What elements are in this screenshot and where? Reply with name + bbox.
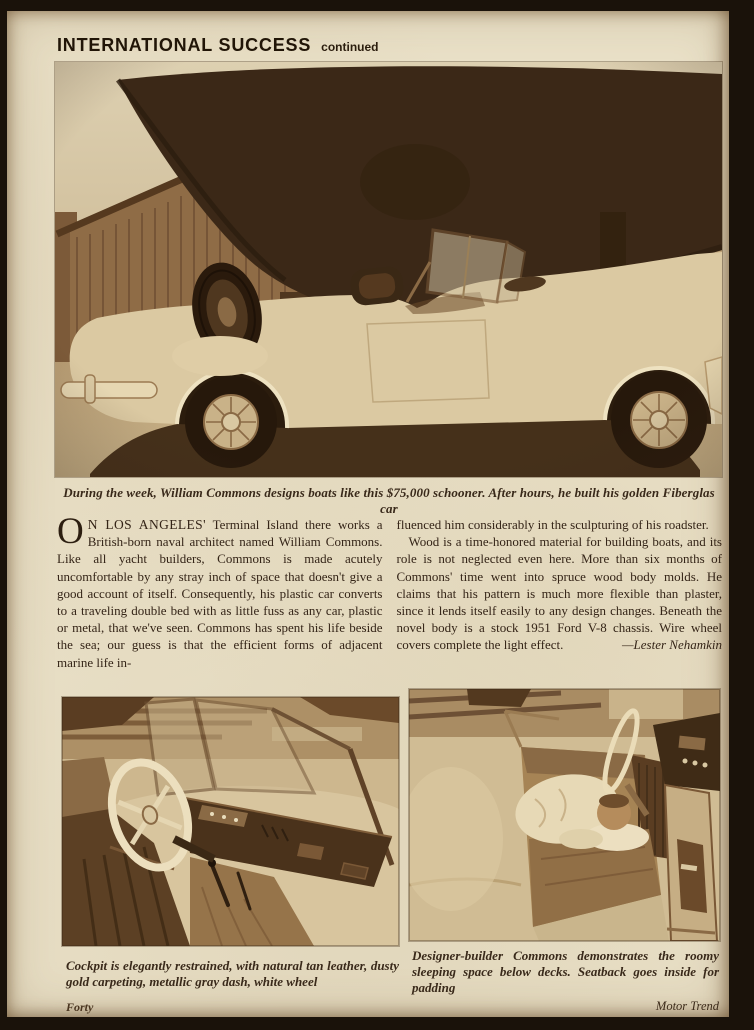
drop-cap: O bbox=[57, 511, 84, 552]
open-door bbox=[665, 785, 717, 941]
continued-label: continued bbox=[321, 40, 379, 54]
right-paragraph-2-text: Wood is a time-honored material for building boats, and its role is not neglected even here. More than six months of Commons' time went into spruce wood body molds. He claims that his pattern is much more flexible than plaster, since it lends itself easily to any design changes. Beneath the novel body is a stock 1951 Ford V-8 chassis. Wire wheel covers complete the light effect. bbox=[396, 534, 722, 653]
page-number: Forty bbox=[66, 1000, 94, 1014]
article-column-left bbox=[57, 511, 383, 671]
left-paragraph-text: Terminal Island there works a British-born naval architect named William Commons. Like all yacht builders, Commons is made acutely uncomfortable by any stray inch of space that doesn't give a good account of itself. Consequently, his plastic car converts to a traveling double bed with as little fuss as any car, plastic or metal, that we've seen. Commons has spent his life beside the sea; our guess is that the efficient forms of adjacent marine life in- bbox=[57, 517, 383, 670]
right-paragraph-1: fluenced him considerably in the sculpturing of his roadster. bbox=[396, 517, 709, 532]
section-title: INTERNATIONAL SUCCESS bbox=[57, 35, 312, 55]
main-photo-caption: During the week, William Commons designs boats like this $75,000 schooner. After hours, he built his golden Fiberglas car bbox=[63, 485, 715, 516]
article-column-right bbox=[397, 516, 723, 671]
main-photo bbox=[55, 62, 722, 477]
cockpit-illustration bbox=[62, 697, 399, 946]
lead-capitals: N LOS ANGELES' bbox=[87, 517, 206, 532]
magazine-name: Motor Trend bbox=[655, 999, 719, 1013]
section-header bbox=[57, 35, 378, 56]
sleeping-space-illustration bbox=[409, 689, 720, 941]
author-byline: —Lester Nehamkin bbox=[621, 637, 722, 653]
cockpit-photo-caption: Cockpit is elegantly restrained, with natural tan leather, dusty gold carpeting, metallic gray dash, white wheel bbox=[66, 958, 399, 989]
magazine-page bbox=[7, 11, 729, 1017]
main-photo-illustration bbox=[55, 62, 722, 477]
sleeping-space-photo bbox=[409, 689, 720, 941]
sleeping-space-photo-caption: Designer-builder Commons demonstrates the roomy sleeping space below decks. Seatback goes inside for padding bbox=[412, 948, 719, 995]
right-paragraph-2 bbox=[397, 533, 723, 653]
article-body bbox=[57, 511, 722, 671]
cockpit-photo bbox=[62, 697, 399, 946]
